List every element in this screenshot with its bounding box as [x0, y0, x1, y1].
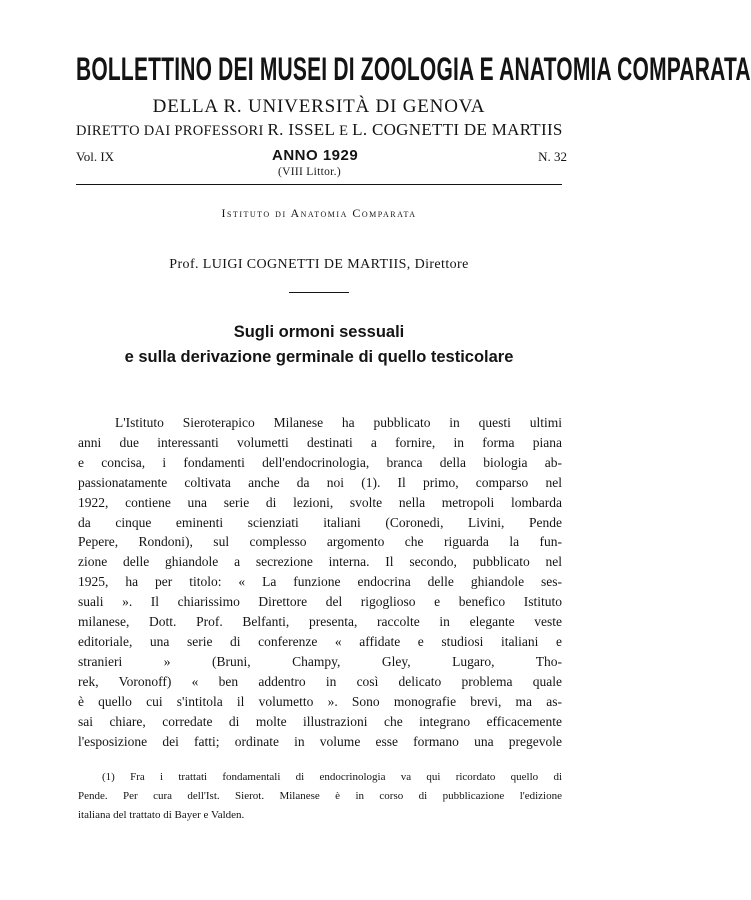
footnote	[78, 768, 562, 825]
body-line: zione delle ghiandole a secrezione interna. Il secondo, pubblicato nel	[78, 554, 562, 570]
article-title-line: e sulla derivazione germinale di quello testicolare	[124, 348, 514, 366]
body-line: Pepere, Rondoni), sul complesso argomento che riguarda la fun-	[78, 534, 562, 550]
footnote-line: italiana del trattato di Bayer e Valden.	[78, 809, 245, 821]
body-line: è quello cui s'intitola il volumetto ». Sono monografie brevi, ma as-	[78, 693, 562, 709]
university-line: DELLA R. UNIVERSITÀ DI GENOVA	[152, 96, 486, 117]
article-title	[76, 320, 562, 370]
footnote-line: (1) Fra i trattati fondamentali di endocrinologia va qui ricordato quello di	[102, 771, 562, 783]
volume-label: Vol. IX	[76, 149, 115, 164]
article-title-line: Sugli ormoni sessuali	[233, 323, 405, 341]
body-line: editoriale, una serie di conferenze « affidate e studiosi italiani e	[78, 633, 562, 649]
body-line: milanese, Dott. Prof. Belfanti, presenta, raccolte in elegante veste	[78, 614, 562, 630]
year-label: ANNO 1929	[272, 147, 359, 164]
directors-conjunction: E	[339, 123, 349, 139]
body-line: rek, Voronoff) « ben addentro in così delicato problema quale	[78, 673, 562, 689]
body-line: sai chiare, corredate di molte illustrazioni che integrano efficacemente	[78, 713, 562, 729]
body-line: stranieri » (Bruni, Champy, Gley, Lugaro, Tho-	[78, 653, 562, 669]
header-divider	[76, 184, 562, 185]
fascist-era-label: (VIII Littor.)	[278, 166, 341, 178]
journal-masthead: BOLLETTINO DEI MUSEI DI ZOOLOGIA E ANATOMIA COMPARATA	[76, 52, 751, 88]
body-line: l'esposizione dei fatti; ordinate in volume esse formano una pregevole	[78, 733, 562, 749]
issue-number: N. 32	[538, 149, 567, 164]
article-body	[78, 413, 562, 751]
footnote-line: Pende. Per cura dell'Ist. Sierot. Milanese è in corso di pubblicazione l'edizione	[78, 790, 562, 802]
institute-name: Istituto di Anatomia Comparata	[221, 206, 417, 220]
body-line: L'Istituto Sieroterapico Milanese ha pubblicato in questi ultimi	[115, 415, 562, 430]
body-line: 1922, contiene una serie di lezioni, svolte nella metropoli lombarda	[78, 494, 562, 510]
body-line: suali ». Il chiarissimo Direttore del rigoglioso e benefico Istituto	[78, 594, 562, 610]
director-cognetti: L. COGNETTI DE MARTIIS	[352, 120, 563, 139]
body-line: da cinque eminenti scienziati italiani (Coronedi, Livini, Pende	[78, 514, 562, 530]
directors-prefix: DIRETTO DAI PROFESSORI	[76, 123, 264, 139]
institute-director: Prof. LUIGI COGNETTI DE MARTIIS, Direttore	[169, 257, 469, 272]
body-line: anni due interessanti volumetti destinati a fornire, in forma piana	[78, 434, 562, 450]
director-issel: R. ISSEL	[267, 120, 336, 139]
body-line: e concisa, i fondamenti dell'endocrinologia, branca della biologia ab-	[78, 454, 562, 470]
body-line: 1925, ha per titolo: « La funzione endocrina delle ghiandole ses-	[78, 574, 562, 590]
directors-line	[76, 121, 562, 140]
short-divider	[289, 292, 349, 293]
body-line: passionatamente coltivata anche da noi (1). Il primo, comparso nel	[78, 474, 562, 490]
